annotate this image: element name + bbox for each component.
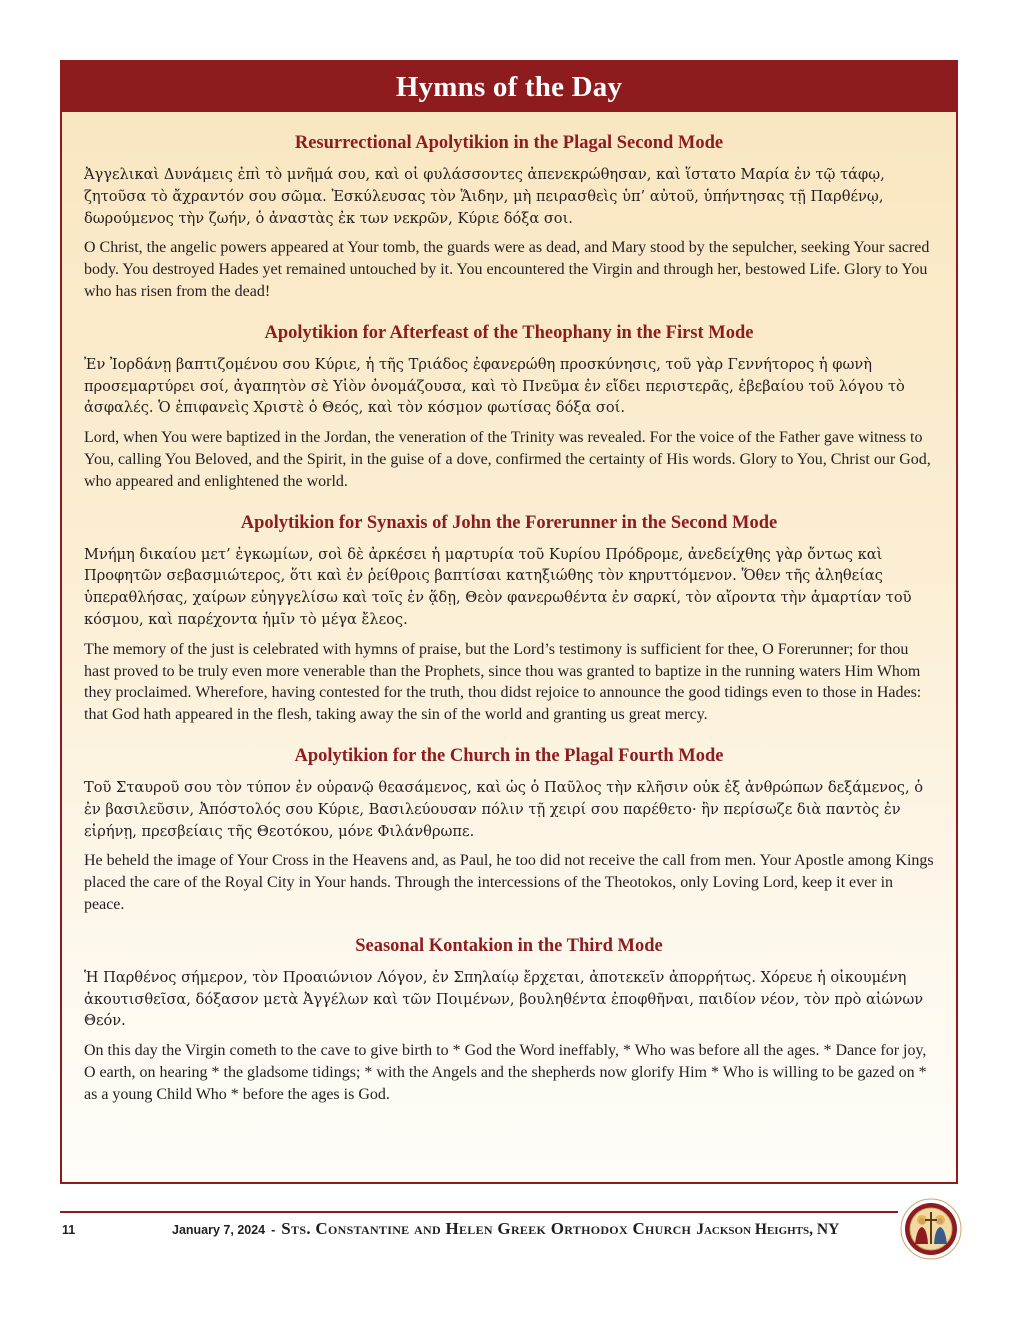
hymn-section bbox=[84, 132, 934, 303]
hymn-section bbox=[84, 935, 934, 1106]
hymn-heading: Apolytikion for the Church in the Plagal Fourth Mode bbox=[294, 745, 724, 766]
footer-date: January 7, 2024 bbox=[172, 1223, 266, 1237]
hymn-heading: Resurrectional Apolytikion in the Plagal Second Mode bbox=[294, 133, 724, 153]
footer-separator: - bbox=[271, 1223, 276, 1237]
footer-location: Jackson Heights, NY bbox=[696, 1221, 840, 1238]
footer-church-name: Sts. Constantine and Helen Greek Orthodox Church bbox=[281, 1219, 692, 1238]
hymn-english-text: On this day the Virgin cometh to the cave to give birth to * God the Word ineffably, * Who was before all the ages. * Dance for joy, O earth, on hearing * the gladsome tidings; * with the Angels and the shepherds now glorify Him * Who is willing to be gazed on * as a young Child Who * before the ages is God. bbox=[84, 1042, 927, 1103]
hymn-greek-text: Ἀγγελικαὶ Δυνάμεις ἐπὶ τὸ μνῆμά σου, καὶ οἱ φυλάσσοντες ἀπενεκρώθησαν, καὶ ἵστατο Μαρία ἐν τῷ τάφῳ, ζητοῦσα τὸ ἄχραντόν σου σῶμα. Ἐσκύλευσας τὸν Ἅιδην, μὴ πειρασθεὶς ὑπ’ αὐτοῦ, ὑπήντησας τῇ Παρθένῳ, δωρούμενος τὴν ζωήν, ὁ ἀναστὰς ἐκ των νεκρῶν, Κύριε δόξα σοι. bbox=[84, 166, 885, 227]
footer-divider bbox=[60, 1211, 898, 1213]
hymn-heading: Apolytikion for Synaxis of John the Forerunner in the Second Mode bbox=[240, 512, 778, 533]
page-number: 11 bbox=[62, 1223, 76, 1237]
hymn-english-text: The memory of the just is celebrated with hymns of praise, but the Lord’s testimony is sufficient for thee, O Forerunner; for thou hast proved to be truly even more venerable than the Prophets, since thou was granted to baptize in the running waters Him Whom they proclaimed. Wherefore, having contested for the truth, thou didst rejoice to announce the good tidings even to those in Hades: that God hath appeared in the flesh, taking away the sin of the world and granting us great mercy. bbox=[84, 640, 922, 724]
hymn-english-text: He beheld the image of Your Cross in the Heavens and, as Paul, he too did not receive the call from men. Your Apostle among Kings placed the care of the Royal City in Your hands. Through the intercessions of the Theotokos, only Loving Lord, keep it ever in peace. bbox=[84, 852, 934, 913]
hymn-greek-text: Ἡ Παρθένος σήμερον, τὸν Προαιώνιον Λόγον, ἐν Σπηλαίῳ ἔρχεται, ἀποτεκεῖν ἀπορρήτως. Χόρευε ἡ οἰκουμένη ἀκουτισθεῖσα, δόξασον μετὰ Ἀγγέλων καὶ τῶν Ποιμένων, βουληθέντα ἐποφθῆναι, παιδίον νέον, τὸν πρὸ αἰώνων Θεόν. bbox=[84, 968, 924, 1030]
hymn-heading: Apolytikion for Afterfeast of the Theophany in the First Mode bbox=[264, 322, 754, 343]
hymn-heading: Seasonal Kontakion in the Third Mode bbox=[355, 935, 663, 956]
hymn-greek-text: Τοῦ Σταυροῦ σου τὸν τύπον ἐν οὐρανῷ θεασάμενος, καὶ ὡς ὁ Παῦλος τὴν κλῆσιν οὐκ ἐξ ἀνθρώπων δεξάμενος, ὁ ἐν βασιλεῦσιν, Ἀπόστολός σου Κύριε, Βασιλεύουσαν πόλιν τῇ χειρί σου παρέθετο· ἣν περίσωζε διὰ παντὸς ἐν εἰρήνῃ, πρεσβείαις τῆς Θεοτόκου, μόνε Φιλάνθρωπε. bbox=[84, 778, 924, 840]
hymn-section bbox=[84, 322, 934, 493]
hymn-section bbox=[84, 512, 934, 726]
hymn-english-text: O Christ, the angelic powers appeared at Your tomb, the guards were as dead, and Mary stood by the sepulcher, seeking Your sacred body. You destroyed Hades yet remained untouched by it. You encountered the Virgin and through her, bestowed Life. Glory to You who has risen from the dead! bbox=[84, 239, 930, 300]
hymn-greek-text: Ἐν Ἰορδάνῃ βαπτιζομένου σου Κύριε, ἡ τῆς Τριάδος ἐφανερώθη προσκύνησις, τοῦ γὰρ Γεννήτορος ἡ φωνὴ προσεμαρτύρει σοί, ἀγαπητὸν σὲ Υἱὸν ὀνομάζουσα, καὶ τὸ Πνεῦμα ἐν εἴδει περιστερᾶς, ἐβεβαίου τοῦ λόγου τὸ ἀσφαλές. Ὁ ἐπιφανεὶς Χριστὲ ὁ Θεός, καὶ τὸν κόσμον φωτίσας δόξα σοί. bbox=[84, 355, 905, 417]
hymns-panel bbox=[60, 60, 958, 1184]
church-seal-icon bbox=[900, 1198, 962, 1260]
hymn-greek-text: Μνήμη δικαίου μετ’ ἐγκωμίων, σοὶ δὲ ἀρκέσει ἡ μαρτυρία τοῦ Κυρίου Πρόδρομε, ἀνεδείχθης γὰρ ὄντως καὶ Προφητῶν σεβασμιώτερος, ὅτι καὶ ἐν ῥείθροις βαπτίσαι κατηξιώθης τὸν κηρυττόμενον. Ὅθεν τῆς ἀληθείας ὑπεραθλήσας, χαίρων εὐηγγελίσω καὶ τοῖς ἐν ᾅδῃ, Θεὸν φανερωθέντα ἐν σαρκί, τὸν αἴροντα τὴν ἁμαρτίαν τοῦ κόσμου, καὶ παρέχοντα ἡμῖν τὸ μέγα ἔλεος. bbox=[84, 545, 912, 628]
hymn-section bbox=[84, 745, 934, 916]
footer-text bbox=[172, 1219, 839, 1239]
hymn-english-text: Lord, when You were baptized in the Jordan, the veneration of the Trinity was revealed. For the voice of the Father gave witness to You, calling You Beloved, and the Spirit, in the guise of a dove, confirmed the certainty of His words. Glory to You, Christ our God, who appeared and enlightened the world. bbox=[84, 429, 931, 490]
page-title: Hymns of the Day bbox=[62, 62, 956, 112]
hymns-content bbox=[62, 112, 956, 1106]
